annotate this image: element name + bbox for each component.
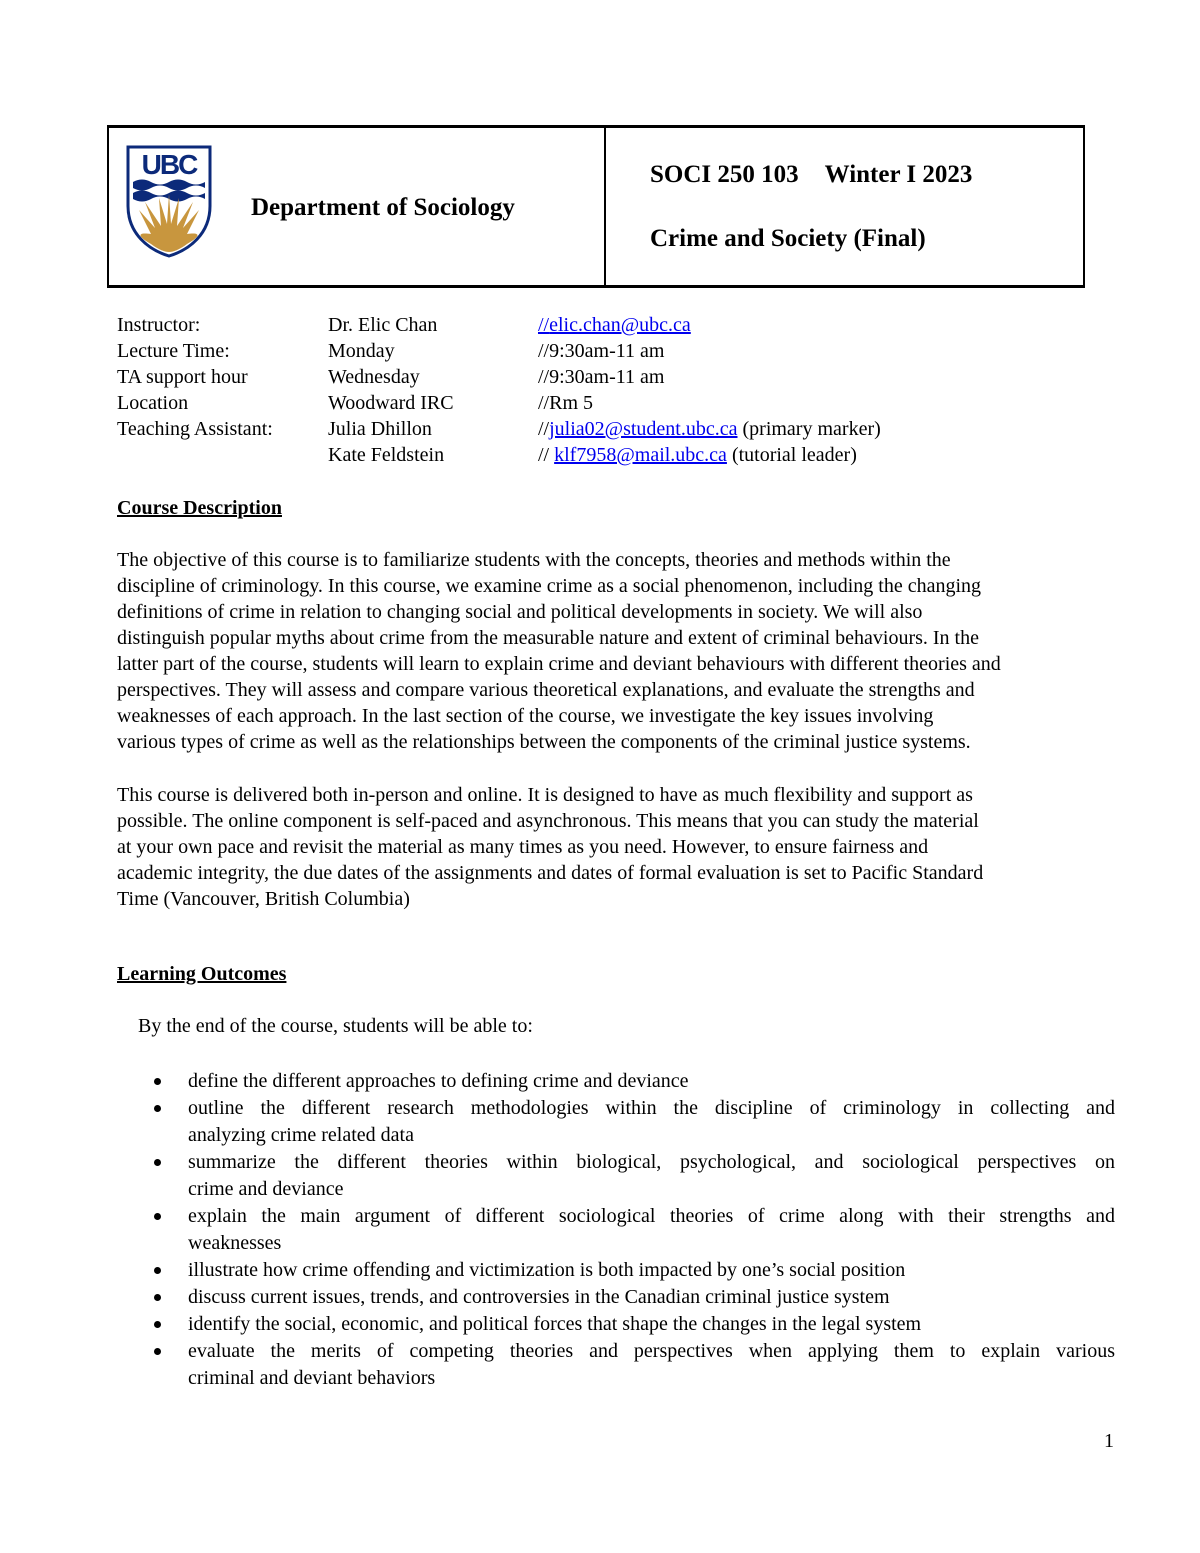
info-detail [538,312,691,338]
outcome-list-item [117,1095,1117,1149]
course-description-heading: Course Description [117,497,282,519]
bullet-icon [154,1267,161,1274]
header-divider [604,128,606,285]
info-detail-text: // [538,418,550,440]
info-detail-text: //Rm 5 [538,392,594,414]
outcome-line: crime and deviance [188,1178,344,1200]
outcome-line: evaluate the merits of competing theories and perspectives when applying them to explain various [188,1340,1115,1362]
info-detail-text: //9:30am-11 am [538,340,665,362]
course-code-term [650,161,972,189]
email-link[interactable]: klf7958@mail.ubc.ca [554,444,727,466]
email-link[interactable]: elic.chan@ubc.ca [549,314,691,336]
info-detail-text: //9:30am-11 am [538,366,665,388]
info-detail [538,390,593,416]
outcome-line: analyzing crime related data [188,1124,414,1146]
outcome-list-item [117,1257,1117,1284]
paragraph-line: discipline of criminology. In this course, we examine crime as a social phenomenon, including the changing [117,575,982,597]
bullet-icon [154,1105,161,1112]
outcome-line: identify the social, economic, and political forces that shape the changes in the legal system [188,1313,922,1335]
paragraph-line: weaknesses of each approach. In the last section of the course, we investigate the key issues involving [117,705,934,727]
info-name: Monday [328,340,395,362]
bullet-icon [154,1348,161,1355]
paragraph-line: latter part of the course, students will learn to explain crime and deviant behaviours with different theories and [117,653,1001,675]
info-name: Kate Feldstein [328,444,445,466]
bullet-icon [154,1321,161,1328]
course-code: SOCI 250 103 [650,161,799,188]
course-description-paragraph-1 [117,547,1117,755]
paragraph-line: perspectives. They will assess and compare various theoretical explanations, and evaluate the strengths and [117,679,975,701]
outcome-line: criminal and deviant behaviors [188,1367,436,1389]
outcome-list-item [117,1338,1117,1392]
info-detail-note: (primary marker) [737,418,881,440]
info-name: Wednesday [328,366,420,388]
outcome-line: illustrate how crime offending and victimization is both impacted by one’s social position [188,1259,906,1281]
paragraph-line: academic integrity, the due dates of the assignments and dates of formal evaluation is set to Pacific Standard [117,862,984,884]
info-detail [538,442,857,468]
info-label: Teaching Assistant: [117,418,273,440]
outcome-line: weaknesses [188,1232,282,1254]
paragraph-line: Time (Vancouver, British Columbia) [117,888,410,910]
header-box [107,125,1085,288]
course-title: Crime and Society (Final) [650,225,926,252]
outcome-list-item [117,1068,1117,1095]
outcome-list-item [117,1284,1117,1311]
info-detail-text: // [538,444,555,466]
info-detail [538,364,664,390]
info-label: Location [117,392,189,414]
course-term: Winter I 2023 [824,161,973,188]
outcome-list-item [117,1311,1117,1338]
bullet-icon [154,1294,161,1301]
info-name: Julia Dhillon [328,418,432,440]
paragraph-line: possible. The online component is self-paced and asynchronous. This means that you can study the material [117,810,979,832]
info-detail [538,416,881,442]
bullet-icon [154,1159,161,1166]
info-detail [538,338,664,364]
paragraph-line: This course is delivered both in-person and online. It is designed to have as much flexibility and support as [117,784,973,806]
paragraph-line: distinguish popular myths about crime from the measurable nature and extent of criminal behaviours. In the [117,627,979,649]
course-description-paragraph-2 [117,782,1117,912]
info-label: Instructor: [117,314,201,336]
info-detail-note: (tutorial leader) [726,444,857,466]
outcome-line: summarize the different theories within biological, psychological, and sociological perspectives on [188,1151,1115,1173]
outcome-line: outline the different research methodologies within the discipline of criminology in collecting and [188,1097,1115,1119]
outcome-line: define the different approaches to defining crime and deviance [188,1070,689,1092]
outcome-line: explain the main argument of different sociological theories of crime along with their strengths and [188,1205,1115,1227]
svg-text:UBC: UBC [141,149,197,180]
bullet-icon [154,1078,161,1085]
info-name: Dr. Elic Chan [328,314,438,336]
info-detail-text: // [538,314,550,336]
info-label: TA support hour [117,366,248,388]
info-name: Woodward IRC [328,392,454,414]
info-label: Lecture Time: [117,340,230,362]
paragraph-line: definitions of crime in relation to changing social and political developments in society. We will also [117,601,923,623]
outcome-line: discuss current issues, trends, and controversies in the Canadian criminal justice system [188,1286,890,1308]
learning-outcomes-intro: By the end of the course, students will be able to: [138,1015,533,1037]
page-number: 1 [1104,1430,1114,1452]
outcome-list-item [117,1149,1117,1203]
ubc-logo [125,144,213,264]
department-name: Department of Sociology [251,194,515,221]
email-link[interactable]: julia02@student.ubc.ca [549,418,738,440]
outcome-list-item [117,1203,1117,1257]
learning-outcomes-heading: Learning Outcomes [117,963,287,985]
paragraph-line: The objective of this course is to familiarize students with the concepts, theories and methods within the [117,549,951,571]
paragraph-line: at your own pace and revisit the material as many times as you need. However, to ensure fairness and [117,836,929,858]
bullet-icon [154,1213,161,1220]
paragraph-line: various types of crime as well as the relationships between the components of the criminal justice systems. [117,731,971,753]
learning-outcomes-list [117,1068,1117,1392]
